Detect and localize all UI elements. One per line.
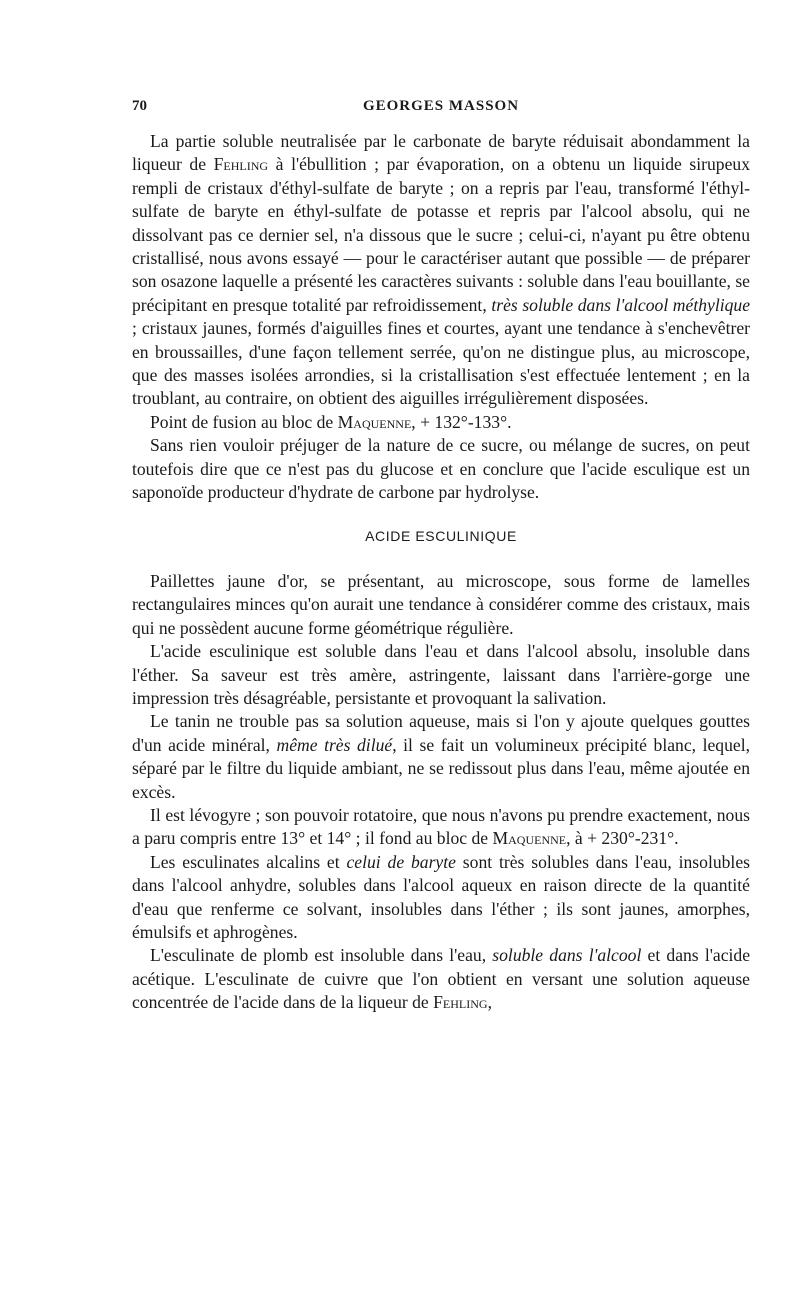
paragraph-lead-copper	[132, 944, 750, 1014]
paragraph-osazone	[132, 130, 750, 411]
emphasis-text: soluble dans l'alcool	[492, 945, 642, 966]
text-run: Les esculinates alcalins et	[150, 851, 347, 872]
page-number: 70	[132, 98, 147, 114]
paragraph-conclusion: Sans rien vouloir préjuger de la nature de ce sucre, ou mélange de sucres, on peut toutefois dire que ce n'est pas du glucose et en conclure que l'acide esculique est un saponoïde producteur d'hydrate de carbone par hydrolyse.	[132, 435, 750, 503]
section-title: ACIDE ESCULINIQUE	[365, 527, 517, 544]
author-name-fehling: Fehling	[433, 992, 488, 1013]
page-body	[132, 130, 750, 1015]
emphasis-text: même très dilué	[276, 734, 393, 755]
text-run: , + 132°-133°.	[411, 411, 512, 432]
paragraph-melting-point	[132, 411, 750, 434]
paragraph-esculinates	[132, 851, 750, 945]
page-header	[132, 98, 750, 122]
emphasis-text: celui de baryte	[346, 851, 456, 872]
text-run: , à + 230°-231°.	[566, 828, 679, 849]
text-run: Il est lévogyre ; son pouvoir rotatoire, que nous n'avons pu prendre exactement, nous a paru compris entre 13° et 14° ; il fond au bloc de	[132, 804, 750, 849]
text-run: , il se fait un volumineux précipité blanc, lequel, séparé par le filtre du liquide ambiant, ne se redissout plus dans l'eau, même ajoutée en excès.	[132, 734, 750, 802]
text-run: L'esculinate de plomb est insoluble dans l'eau,	[150, 945, 493, 966]
author-name-fehling: Fehling	[213, 154, 269, 175]
text-run: sont très solubles dans l'eau, insolubles dans l'alcool anhydre, solubles dans l'alcool aqueux en raison directe de la quantité d'eau que renferme ce solvant, insolubles dans l'éther ; ils sont jaunes, amorphes, émulsifs et aphrogènes.	[132, 851, 750, 942]
author-name-maquenne: Maquenne	[492, 828, 567, 849]
text-run: à l'ébullition ; par évaporation, on a obtenu un liquide sirupeux rempli de cristaux d'éthyl-sulfate de baryte ; on a repris par l'eau, transformé l'éthyl-sulfate de baryte en éthyl-sulfate de potasse et repris par l'alcool absolu, qui ne dissolvant pas ce dernier sel, n'a dissous que le sucre ; celui-ci, n'ayant pu être obtenu cristallisé, nous avons essayé — pour le caractériser autant que possible — de préparer son osazone laquelle a présenté les caractères suivants : soluble dans l'eau bouillante, se précipitant en presque totalité par refroidissement,	[132, 154, 750, 315]
emphasis-text: très soluble dans l'alcool méthylique	[491, 294, 750, 315]
paragraph-solubility: L'acide esculinique est soluble dans l'eau et dans l'alcool absolu, insoluble dans l'éther. Sa saveur est très amère, astringente, laissant dans l'arrière-gorge une impression très désagréable, persistante et provoquant la salivation.	[132, 641, 750, 708]
text-run: Point de fusion au bloc de	[150, 411, 338, 432]
paragraph-rotation	[132, 804, 750, 851]
text-run: et dans l'acide acétique. L'esculinate de cuivre que l'on obtient en versant une solution aqueuse concentrée de l'acide dans de la liqueur de	[132, 945, 751, 1013]
text-run: La partie soluble neutralisée par le carbonate de baryte réduisait abondamment la liqueur de	[132, 131, 750, 175]
paragraph-appearance: Paillettes jaune d'or, se présentant, au microscope, sous forme de lamelles rectangulaires minces qu'on aurait une tendance à considérer comme des cristaux, mais qui ne possèdent aucune forme géométrique régulière.	[132, 570, 750, 638]
author-name-maquenne: Maquenne	[337, 411, 412, 432]
text-run: ; cristaux jaunes, formés d'aiguilles fines et courtes, ayant une tendance à s'enchevêtrer en broussailles, d'une façon tellement serrée, qu'on ne distingue plus, au microscope, que des masses isolées arrondies, si la cristallisation s'est effectuée lentement ; en la troublant, au contraire, on obtient des aiguilles irrégulièrement disposées.	[132, 318, 750, 409]
running-head: GEORGES MASSON	[362, 98, 520, 114]
paragraph-tannin	[132, 710, 750, 804]
text-run: Le tanin ne trouble pas sa solution aqueuse, mais si l'on y ajoute quelques gouttes d'un acide minéral,	[132, 711, 750, 755]
text-run: ,	[487, 992, 492, 1013]
